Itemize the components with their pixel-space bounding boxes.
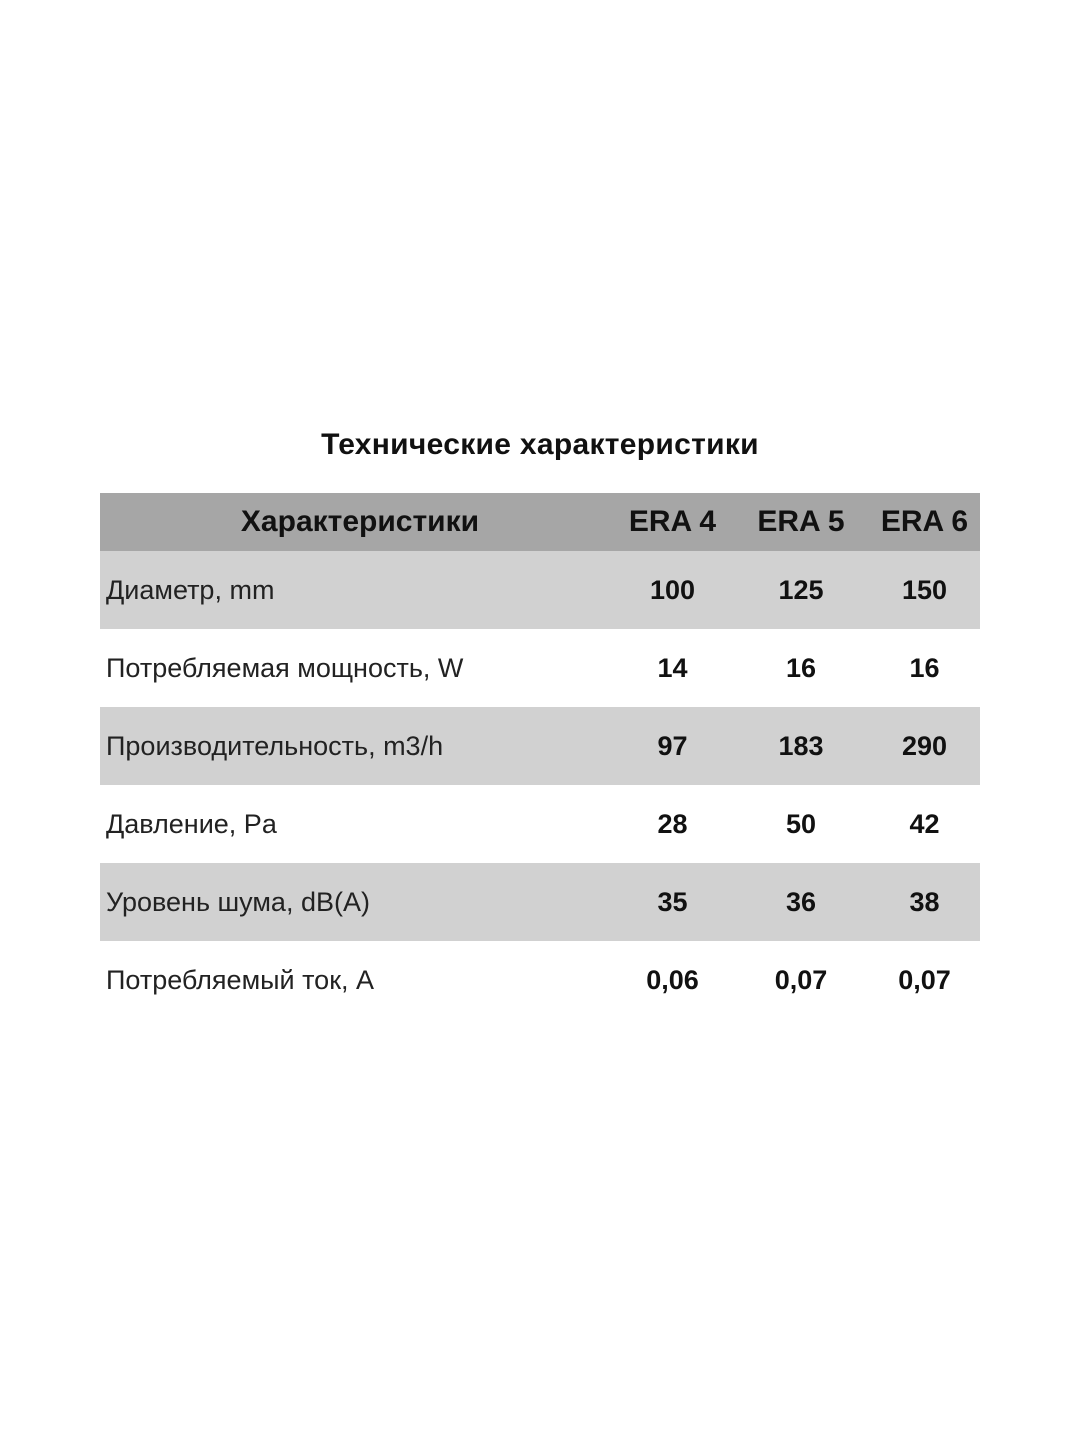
row-value: 16 <box>909 652 940 683</box>
row-value: 36 <box>785 886 817 917</box>
table-row <box>100 941 980 1019</box>
row-value: 14 <box>657 652 688 683</box>
row-value: 125 <box>778 574 824 605</box>
row-value: 100 <box>649 574 696 605</box>
header-label: Характеристики <box>240 505 480 538</box>
header-model-era4: ERA 4 <box>628 505 717 538</box>
row-value: 50 <box>785 808 817 839</box>
row-label: Диаметр, mm <box>106 574 275 605</box>
table-row <box>100 863 980 941</box>
row-value: 16 <box>785 652 817 683</box>
header-model-era6: ERA 6 <box>880 505 969 538</box>
row-value: 38 <box>909 886 940 917</box>
row-value: 0,07 <box>774 964 828 995</box>
row-value: 28 <box>657 808 688 839</box>
spec-table <box>100 493 980 1019</box>
row-label: Уровень шума, dB(A) <box>106 886 370 917</box>
row-value: 42 <box>909 808 940 839</box>
row-value: 97 <box>657 730 688 761</box>
row-value: 0,06 <box>646 964 699 995</box>
row-value: 35 <box>657 886 688 917</box>
row-value: 150 <box>901 574 948 605</box>
header-model-era5: ERA 5 <box>757 505 845 538</box>
table-row <box>100 707 980 785</box>
table-row <box>100 551 980 629</box>
row-value: 0,07 <box>898 964 951 995</box>
table-row <box>100 629 980 707</box>
row-label: Потребляемая мощность, W <box>106 652 464 683</box>
table-row <box>100 785 980 863</box>
row-value: 183 <box>778 730 824 761</box>
table-header-row <box>100 493 980 551</box>
row-label: Давление, Pa <box>106 808 277 839</box>
row-label: Потребляемый ток, A <box>106 964 375 995</box>
row-value: 290 <box>901 730 948 761</box>
page-title: Технические характеристики <box>321 428 759 461</box>
row-label: Производительность, m3/h <box>106 730 444 761</box>
